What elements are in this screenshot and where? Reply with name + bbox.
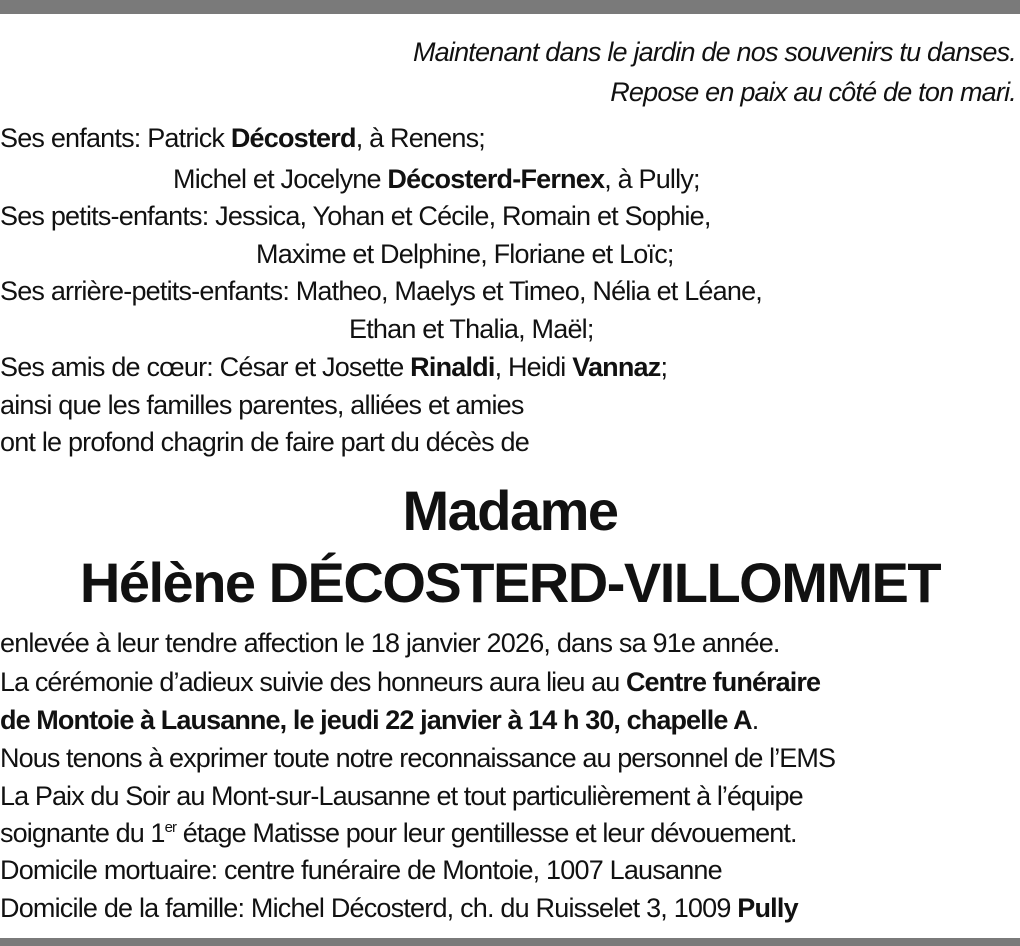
deceased-name: Hélène DÉCOSTERD-VILLOMMET bbox=[79, 551, 941, 614]
great-grandchildren-line-2: Ethan et Thalia, Maël; bbox=[349, 314, 594, 344]
bottom-border bbox=[0, 938, 1020, 946]
friends-line: Ses amis de cœur: César et Josette Rinaldi, Heidi Vannaz; bbox=[0, 352, 668, 382]
surname: Rinaldi bbox=[410, 352, 495, 382]
children-line-2: Michel et Jocelyne Décosterd-Fernex, à Pully; bbox=[173, 164, 700, 194]
epigraph-line-1: Maintenant dans le jardin de nos souvenirs tu danses. bbox=[412, 37, 1016, 67]
thanks-line-3: soignante du 1er étage Matisse pour leur gentillesse et leur dévouement. bbox=[0, 818, 797, 848]
surname: Décosterd-Fernex bbox=[387, 164, 605, 194]
ceremony-place: Centre funéraire bbox=[625, 667, 821, 697]
ceremony-line-1: La cérémonie d’adieux suivie des honneurs aura lieu au Centre funéraire bbox=[0, 667, 821, 697]
surname: Décosterd bbox=[230, 123, 356, 153]
ceremony-details: de Montoie à Lausanne, le jeudi 22 janvier à 14 h 30, chapelle A bbox=[0, 705, 752, 735]
departed-line: enlevée à leur tendre affection le 18 janvier 2026, dans sa 91e année. bbox=[0, 628, 780, 658]
children-line-1: Ses enfants: Patrick Décosterd, à Renens; bbox=[0, 123, 485, 153]
epigraph-line-2: Repose en paix au côté de ton mari. bbox=[610, 77, 1016, 107]
family-home-line: Domicile de la famille: Michel Décosterd, ch. du Ruisselet 3, 1009 Pully bbox=[0, 893, 798, 923]
closing-line-1: ainsi que les familles parentes, alliées et amies bbox=[0, 390, 524, 420]
ceremony-line-2: de Montoie à Lausanne, le jeudi 22 janvier à 14 h 30, chapelle A. bbox=[0, 705, 759, 735]
thanks-line-2: La Paix du Soir au Mont-sur-Lausanne et tout particulièrement à l’équipe bbox=[0, 781, 803, 811]
deceased-title: Madame bbox=[402, 479, 618, 542]
thanks-line-1: Nous tenons à exprimer toute notre reconnaissance au personnel de l’EMS bbox=[0, 743, 836, 773]
grandchildren-line-1: Ses petits-enfants: Jessica, Yohan et Cécile, Romain et Sophie, bbox=[0, 201, 711, 231]
mortuary-line: Domicile mortuaire: centre funéraire de Montoie, 1007 Lausanne bbox=[0, 855, 722, 885]
top-border bbox=[0, 0, 1020, 14]
closing-line-2: ont le profond chagrin de faire part du décès de bbox=[0, 427, 529, 457]
great-grandchildren-line-1: Ses arrière-petits-enfants: Matheo, Maelys et Timeo, Nélia et Léane, bbox=[0, 276, 762, 306]
surname: Vannaz bbox=[572, 352, 661, 382]
city: Pully bbox=[737, 893, 798, 923]
ordinal-suffix: er bbox=[164, 819, 177, 836]
grandchildren-line-2: Maxime et Delphine, Floriane et Loïc; bbox=[256, 239, 674, 269]
